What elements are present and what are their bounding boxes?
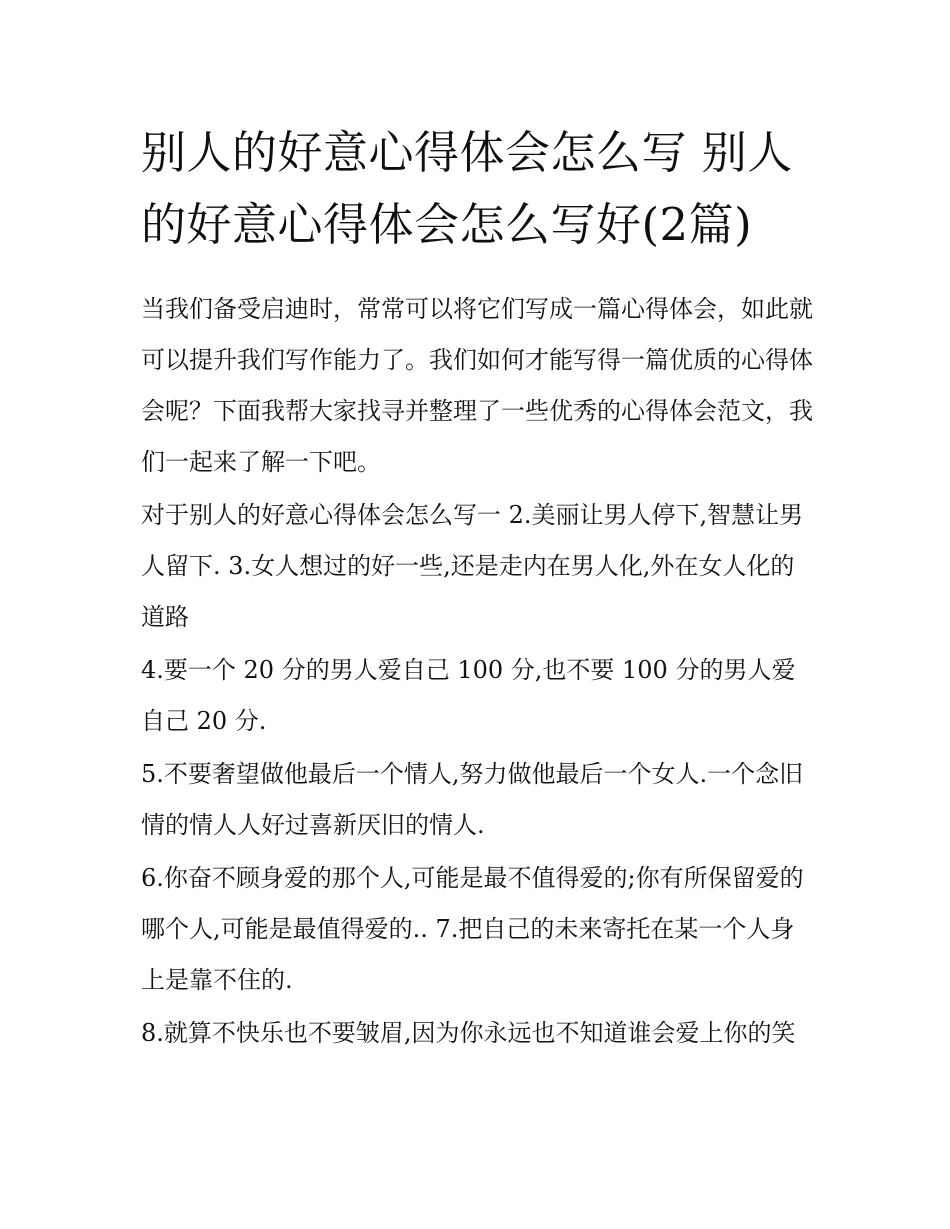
paragraph-intro: 当我们备受启迪时，常常可以将它们写成一篇心得体会，如此就可以提升我们写作能力了。我们如何才能写得一篇优质的心得体会呢？下面我帮大家找寻并整理了一些优秀的心得体会范文，我们一起来了解一下吧。 [141,295,813,476]
document-body [141,284,813,1059]
document-content [141,117,813,1061]
document-title: 别人的好意心得体会怎么写 别人的好意心得体会怎么写好(2篇) [141,126,793,251]
paragraph-item-2-3: 对于别人的好意心得体会怎么写一 2.美丽让男人停下,智慧让男人留下. 3.女人想过的好一些,还是走内在男人化,外在女人化的道路 [141,501,804,631]
paragraph-item-8: 8.就算不快乐也不要皱眉,因为你永远也不知道谁会爱上你的笑 [141,1019,796,1047]
paragraph-item-5: 5.不要奢望做他最后一个情人,努力做他最后一个女人.一个念旧情的情人人好过喜新厌旧的情人. [141,760,804,839]
paragraph-item-4: 4.要一个 20 分的男人爱自己 100 分,也不要 100 分的男人爱自己 20 分. [141,656,796,735]
paragraph-item-6-7: 6.你奋不顾身爱的那个人,可能是最不值得爱的;你有所保留爱的哪个人,可能是最值得爱的.. 7.把自己的未来寄托在某一个人身上是靠不住的. [141,864,804,994]
